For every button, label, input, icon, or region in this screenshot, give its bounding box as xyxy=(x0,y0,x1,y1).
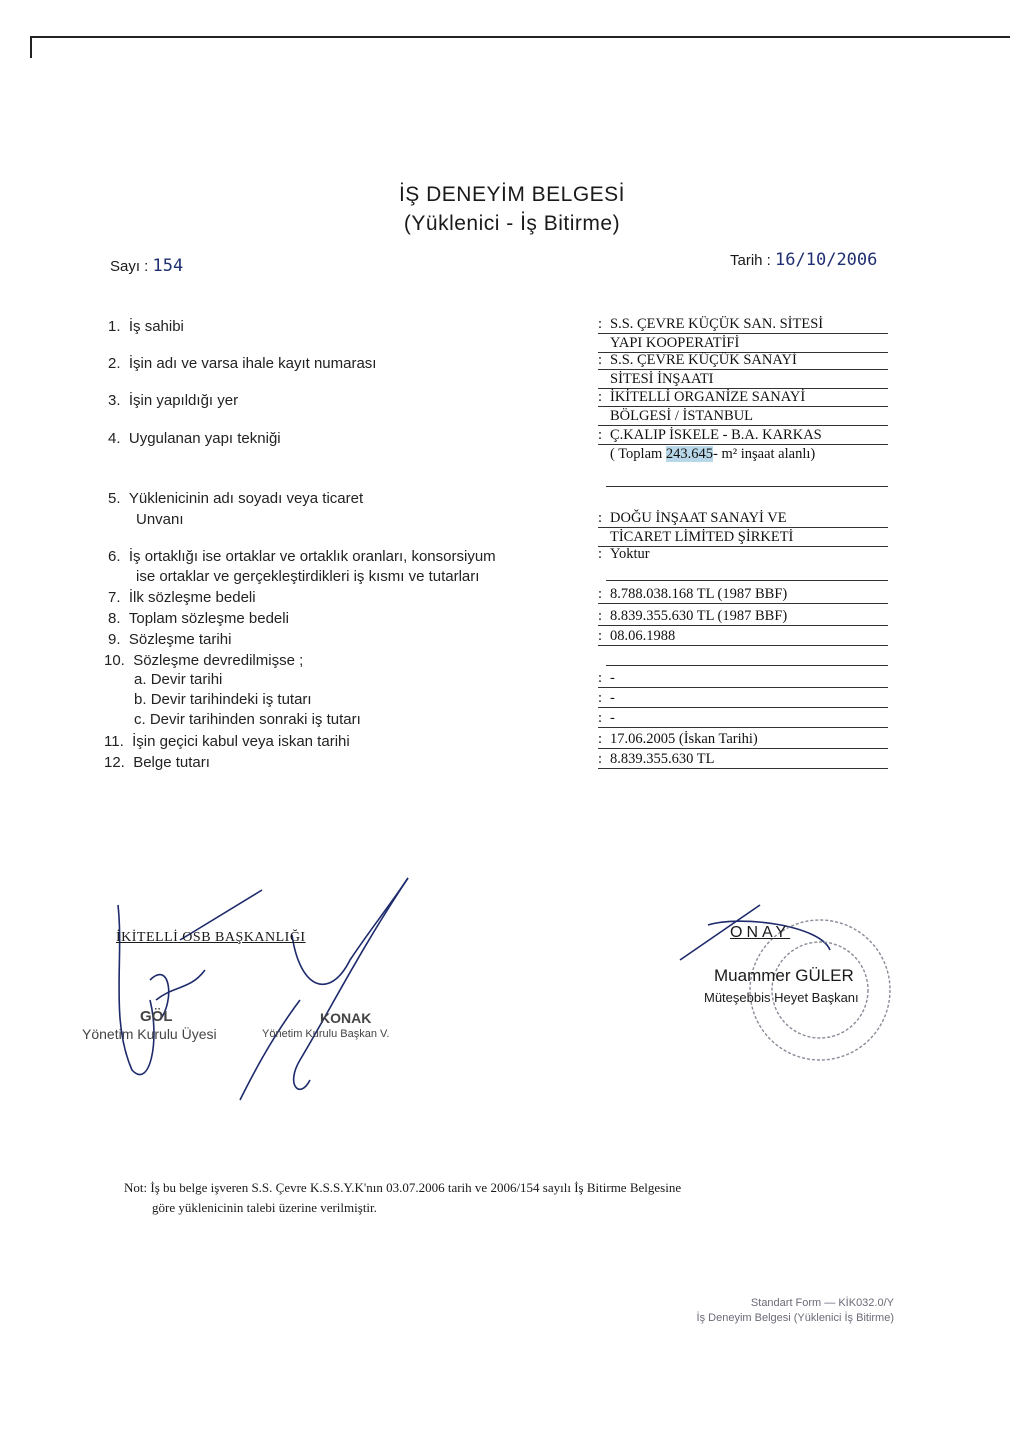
note-line-2: göre yüklenicinin talebi üzerine verilmiştir. xyxy=(152,1200,377,1215)
item-1-label: 1. İş sahibi xyxy=(108,318,184,335)
mid-signer-role: Yönetim Kurulu Başkan V. xyxy=(262,1028,390,1040)
item-9-value: : 08.06.1988 xyxy=(598,627,888,646)
footer-line-1: Standart Form — KİK032.0/Y xyxy=(750,1297,894,1309)
item-5-value: : DOĞU İNŞAAT SANAYİ VE TİCARET LİMİTED ŞİRKETİ xyxy=(598,509,888,547)
right-signer-name: Muammer GÜLER xyxy=(714,966,854,985)
document-subtitle: (Yüklenici - İş Bitirme) xyxy=(403,212,621,235)
form-footer xyxy=(697,1296,894,1326)
item-8-value: : 8.839.355.630 TL (1987 BBF) xyxy=(598,607,888,626)
right-signer-role: Müteşebbis Heyet Başkanı xyxy=(704,990,859,1005)
tarih-value: 16/10/2006 xyxy=(775,250,878,270)
mid-signer-name: KONAK xyxy=(320,1010,372,1026)
item-8-label: 8. Toplam sözleşme bedeli xyxy=(108,610,289,627)
item-2-label: 2. İşin adı ve varsa ihale kayıt numarası xyxy=(108,355,377,372)
item-5-label-cont: Unvanı xyxy=(136,511,184,528)
item-12-label: 12. Belge tutarı xyxy=(104,754,210,771)
item-3-value: : İKİTELLİ ORGANİZE SANAYİ BÖLGESİ / İSTANBUL xyxy=(598,388,888,426)
item-4-value: : Ç.KALIP İSKELE - B.A. KARKAS ( Toplam 243.645- m² inşaat alanlı) xyxy=(598,426,888,463)
sayi-value: 154 xyxy=(152,256,184,276)
item-10c-value: : - xyxy=(598,709,888,728)
left-signer-role: Yönetim Kurulu Üyesi xyxy=(82,1026,217,1042)
document-title: İŞ DENEYİM BELGESİ xyxy=(398,183,626,206)
note-text xyxy=(124,1178,884,1218)
sayi-label: Sayı : xyxy=(110,258,149,275)
item-1-value: : S.S. ÇEVRE KÜÇÜK SAN. SİTESİ YAPI KOOPERATİFİ xyxy=(598,315,888,353)
item-7-value: : 8.788.038.168 TL (1987 BBF) xyxy=(598,585,888,604)
left-stamp-title: İKİTELLİ OSB BAŞKANLIĞI xyxy=(116,930,306,945)
item-7-label: 7. İlk sözleşme bedeli xyxy=(108,589,256,606)
left-signature-scribble xyxy=(118,890,262,1075)
item-6-label-cont: ise ortaklar ve gerçekleştirdikleri iş kısmı ve tutarları xyxy=(136,568,480,585)
mid-signature-scribble xyxy=(240,878,408,1100)
item-10a-label: a. Devir tarihi xyxy=(134,671,223,688)
item-6-label: 6. İş ortaklığı ise ortaklar ve ortaklık oranları, konsorsiyum xyxy=(108,548,496,565)
note-line-1: Not: İş bu belge işveren S.S. Çevre K.S.S.Y.K'nın 03.07.2006 tarih ve 2006/154 sayılı İş Bitirme Belgesine xyxy=(124,1180,682,1195)
tarih-label: Tarih : xyxy=(730,252,771,269)
item-10b-label: b. Devir tarihindeki iş tutarı xyxy=(134,691,312,708)
item-10a-value: : - xyxy=(598,669,888,688)
item-10-label: 10. Sözleşme devredilmişse ; xyxy=(104,652,304,669)
item-11-label: 11. İşin geçici kabul veya iskan tarihi xyxy=(104,733,350,750)
item-9-label: 9. Sözleşme tarihi xyxy=(108,631,232,648)
item-4-label: 4. Uygulanan yapı tekniği xyxy=(108,430,281,447)
item-12-value: : 8.839.355.630 TL xyxy=(598,750,888,769)
left-signer-name: GÖL xyxy=(140,1008,173,1025)
item-5-label: 5. Yüklenicinin adı soyadı veya ticaret xyxy=(108,490,364,507)
area-highlight: 243.645 xyxy=(665,446,714,462)
footer-line-2: İş Deneyim Belgesi (Yüklenici İş Bitirme) xyxy=(696,1312,894,1324)
item-2-value: : S.S. ÇEVRE KÜÇÜK SANAYİ SİTESİ İNŞAATI xyxy=(598,351,888,389)
item-11-value: : 17.06.2005 (İskan Tarihi) xyxy=(598,730,888,749)
onay-title: ONAY xyxy=(730,924,791,941)
item-10c-label: c. Devir tarihinden sonraki iş tutarı xyxy=(134,711,361,728)
item-10b-value: : - xyxy=(598,689,888,708)
item-6-value: : Yoktur xyxy=(598,546,650,562)
item-3-label: 3. İşin yapıldığı yer xyxy=(108,392,239,409)
